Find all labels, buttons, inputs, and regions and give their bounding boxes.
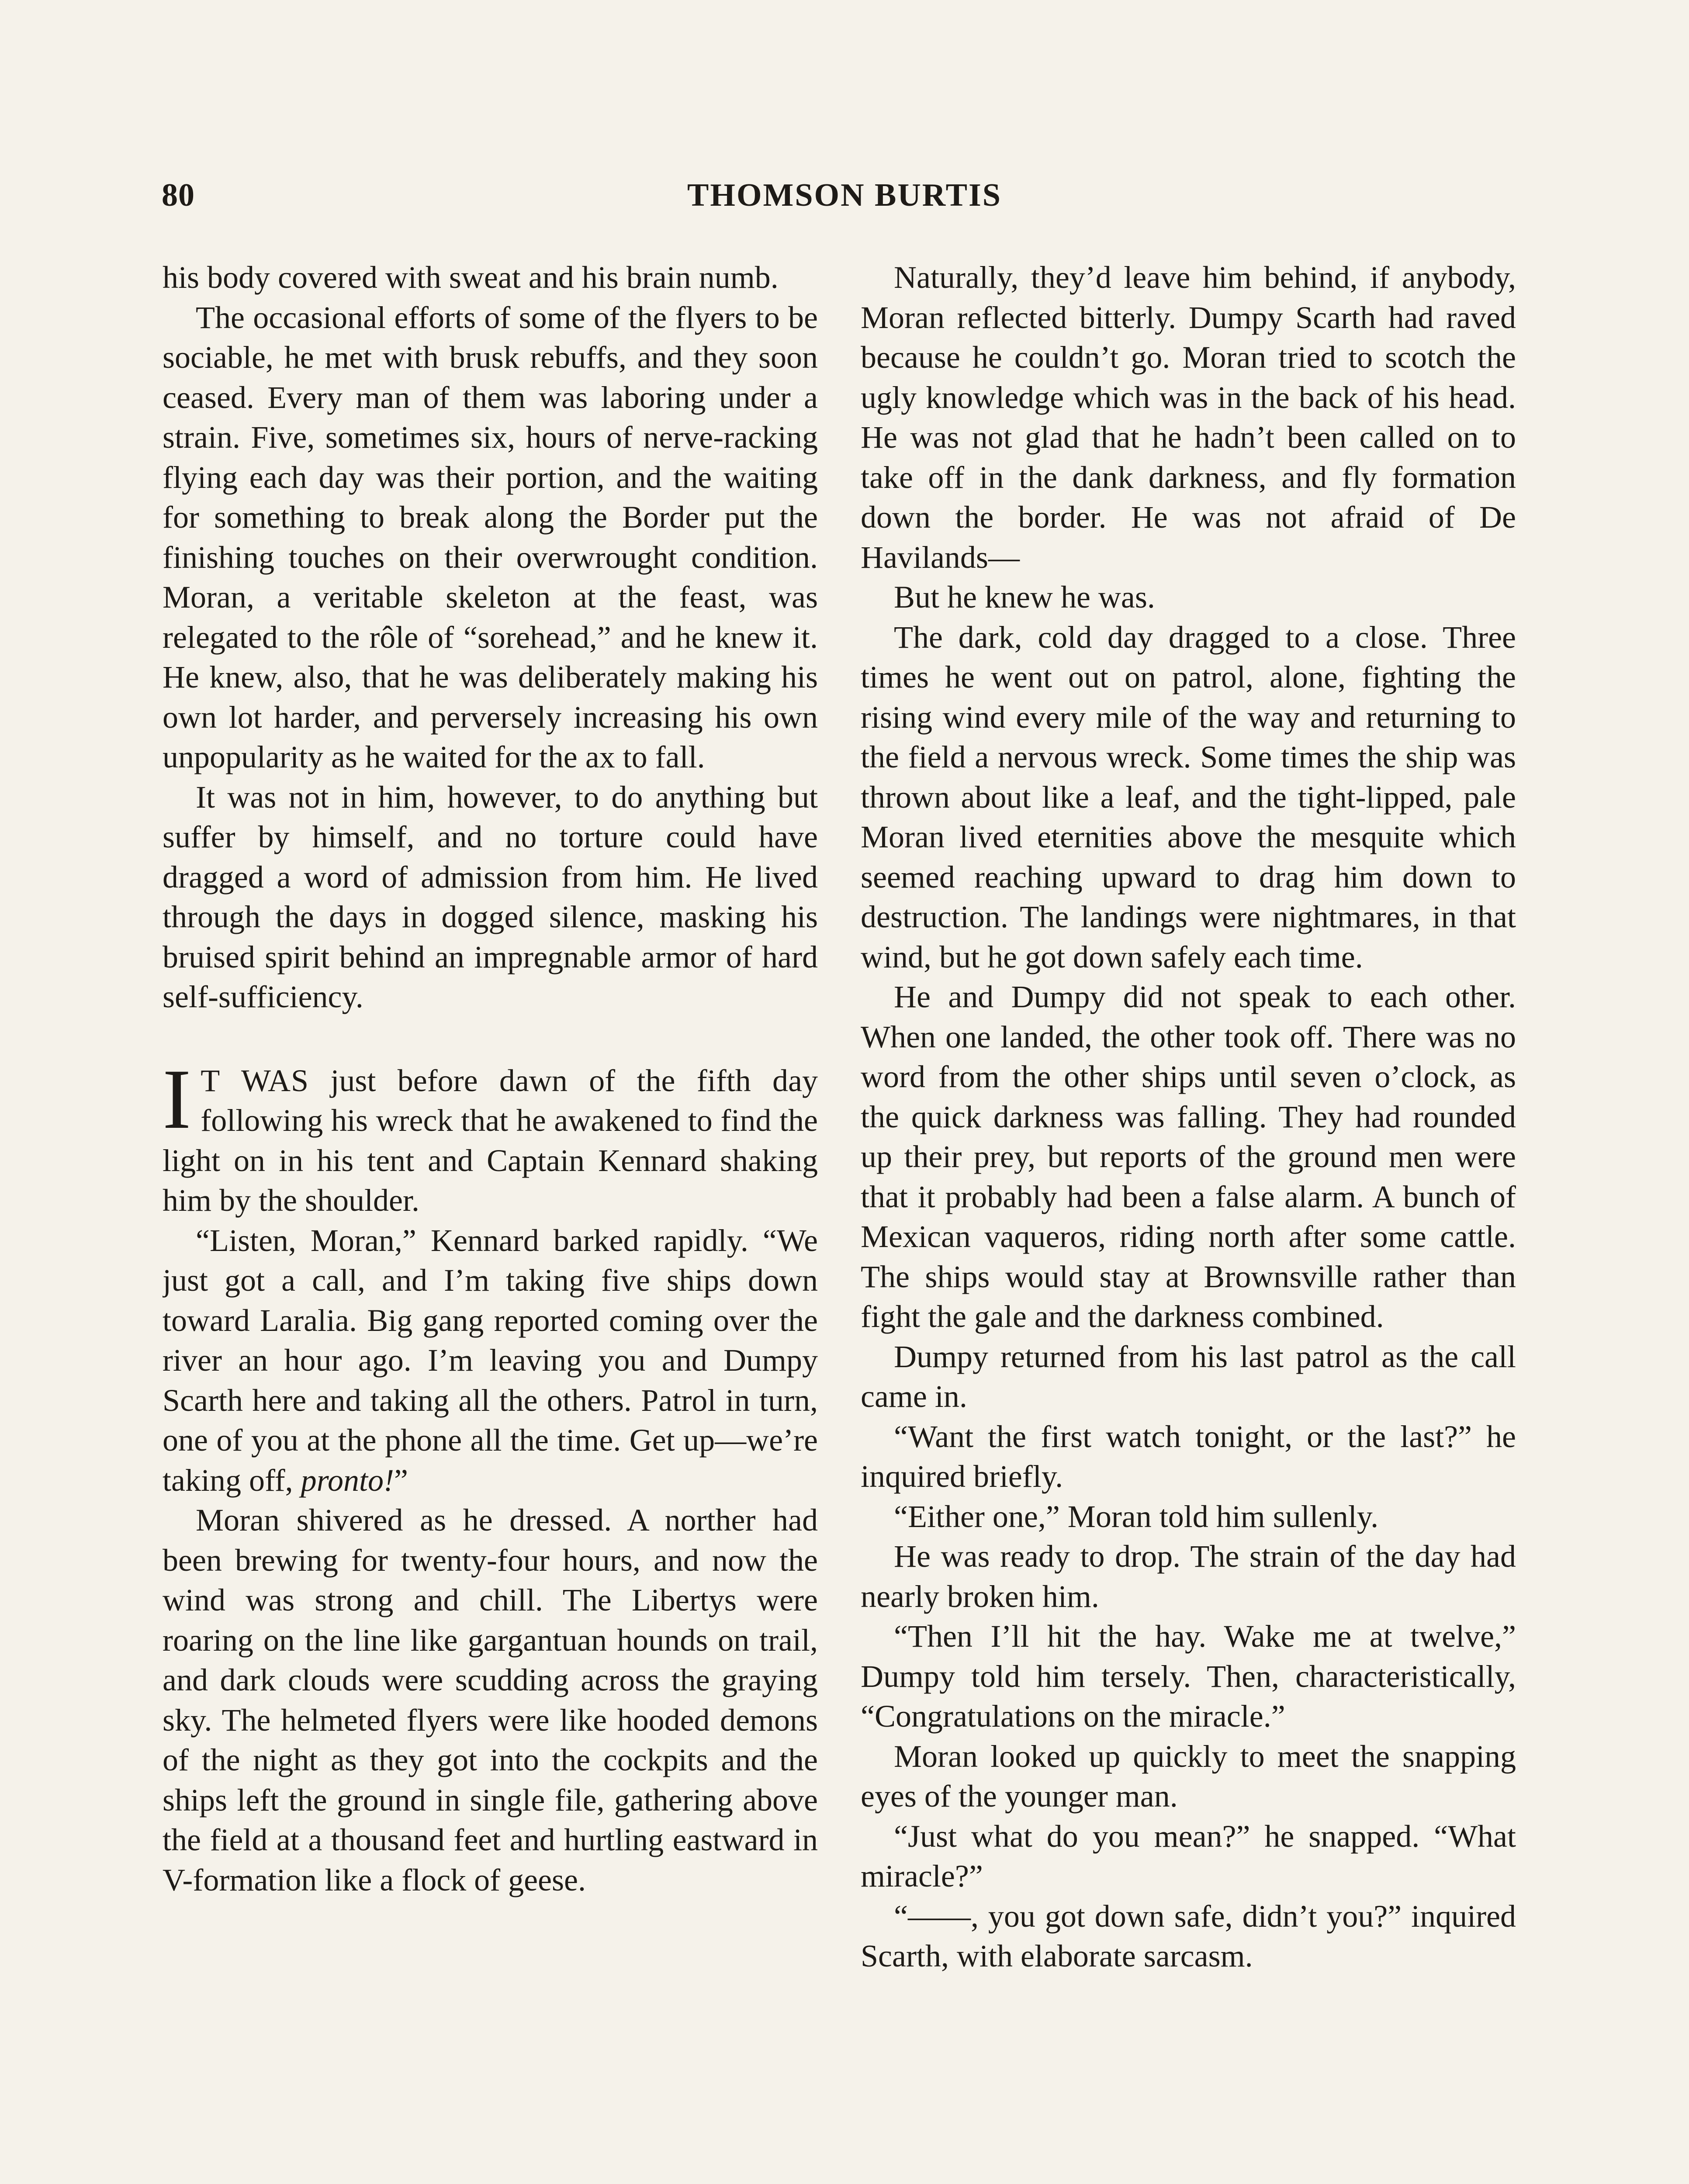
right-text-column — [861, 258, 1516, 2184]
paragraph: Moran looked up quickly to meet the snapping eyes of the younger man. — [861, 1738, 1516, 1814]
closing-quote: ” — [394, 1462, 408, 1498]
page-header — [162, 177, 1527, 225]
paragraph: But he knew he was. — [894, 580, 1155, 615]
paragraph: The occasional efforts of some of the flyers to be sociable, he met with brusk rebuffs, and they soon ceased. Every man of them was laboring under a strain. Five, sometimes six, hours of nerve-racking flying each day was their portion, and the waiting for something to break along the Border put the finishing touches on their overwrought condition. Moran, a veritable skeleton at the feast, was relegated to the rôle of “sorehead,” and he knew it. He knew, also, that he was deliberately making his own lot harder, and perversely increasing his own unpopularity as he waited for the ax to fall. — [163, 300, 818, 774]
paragraph: The dark, cold day dragged to a close. Three times he went out on patrol, alone, fighting the rising wind every mile of the way and returning to the field a nervous wreck. Some times the ship was thrown about like a leaf, and the tight-lipped, pale Moran lived eternities above the mesquite which seemed reaching upward to drag him down to destruction. The landings were nightmares, in that wind, but he got down safely each time. — [861, 619, 1516, 975]
paragraph: He and Dumpy did not speak to each other. When one landed, the other took off. There was no word from the other ships until seven o’clock, as the quick darkness was falling. They had rounded up their prey, but reports of the ground men were that it probably had been a false alarm. A bunch of Mexican vaqueros, riding north after some cattle. The ships would stay at Brownsville rather than fight the gale and the darkness combined. — [861, 979, 1516, 1334]
lead-caps: T WAS — [201, 1063, 309, 1098]
paragraph-text: “Listen, Moran,” Kennard barked rapidly. “We just got a call, and I’m taking five ships down toward Laralia. Big gang reported coming over the river an hour ago. I’m leaving you and Dumpy Scarth here and taking all the others. Patrol in turn, one of you at the phone all the time. Get up—we’re taking off, — [163, 1223, 818, 1498]
paragraph: It was not in him, however, to do anything but suffer by himself, and no torture could have dragged a word of admission from him. He lived through the days in dogged silence, masking his bruised spirit behind an impregnable armor of hard self-sufficiency. — [163, 779, 818, 1014]
running-head: THOMSON BURTIS — [687, 177, 1002, 213]
paragraph: Moran shivered as he dressed. A norther had been brewing for twenty-four hours, and now the wind was strong and chill. The Libertys were roaring on the line like gargantuan hounds on trail, and dark clouds were scudding across the graying sky. The helmeted flyers were like hooded demons of the night as they got into the cockpits and the ships left the ground in single file, gathering above the field at a thousand feet and hurtling eastward in V-formation like a flock of geese. — [163, 1503, 818, 1897]
paragraph — [163, 1221, 818, 1501]
paragraph: “Then I’ll hit the hay. Wake me at twelve,” Dumpy told him tersely. Then, characteristically, “Congratulations on the miracle.” — [861, 1619, 1516, 1734]
drop-cap: I — [163, 1051, 191, 1147]
page-number: 80 — [162, 177, 195, 213]
paragraph: “Just what do you mean?” he snapped. “What miracle?” — [861, 1818, 1516, 1894]
left-text-column — [163, 258, 818, 2184]
paragraph: his body covered with sweat and his brain numb. — [163, 260, 779, 295]
paragraph: He was ready to drop. The strain of the day had nearly broken him. — [861, 1539, 1516, 1614]
paragraph: “Want the first watch tonight, or the last?” he inquired briefly. — [861, 1419, 1516, 1494]
paragraph: “——, you got down safe, didn’t you?” inquired Scarth, with elaborate sarcasm. — [861, 1898, 1516, 1973]
paragraph: “Either one,” Moran told him sullenly. — [894, 1499, 1379, 1534]
italic-word: pronto! — [301, 1462, 394, 1498]
paragraph-text: just before dawn of the fifth day following his wreck that he awakened to find the light on in his tent and Captain Kennard shaking him by the shoulder. — [163, 1063, 818, 1218]
section-opening-paragraph — [163, 1051, 818, 1221]
paragraph: Naturally, they’d leave him behind, if anybody, Moran reflected bitterly. Dumpy Scarth had raved because he couldn’t go. Moran tried to scotch the ugly knowledge which was in the back of his head. He was not glad that he hadn’t been called on to take off in the dank darkness, and fly formation down the border. He was not afraid of De Havilands— — [861, 260, 1516, 575]
paragraph: Dumpy returned from his last patrol as the call came in. — [861, 1339, 1516, 1414]
